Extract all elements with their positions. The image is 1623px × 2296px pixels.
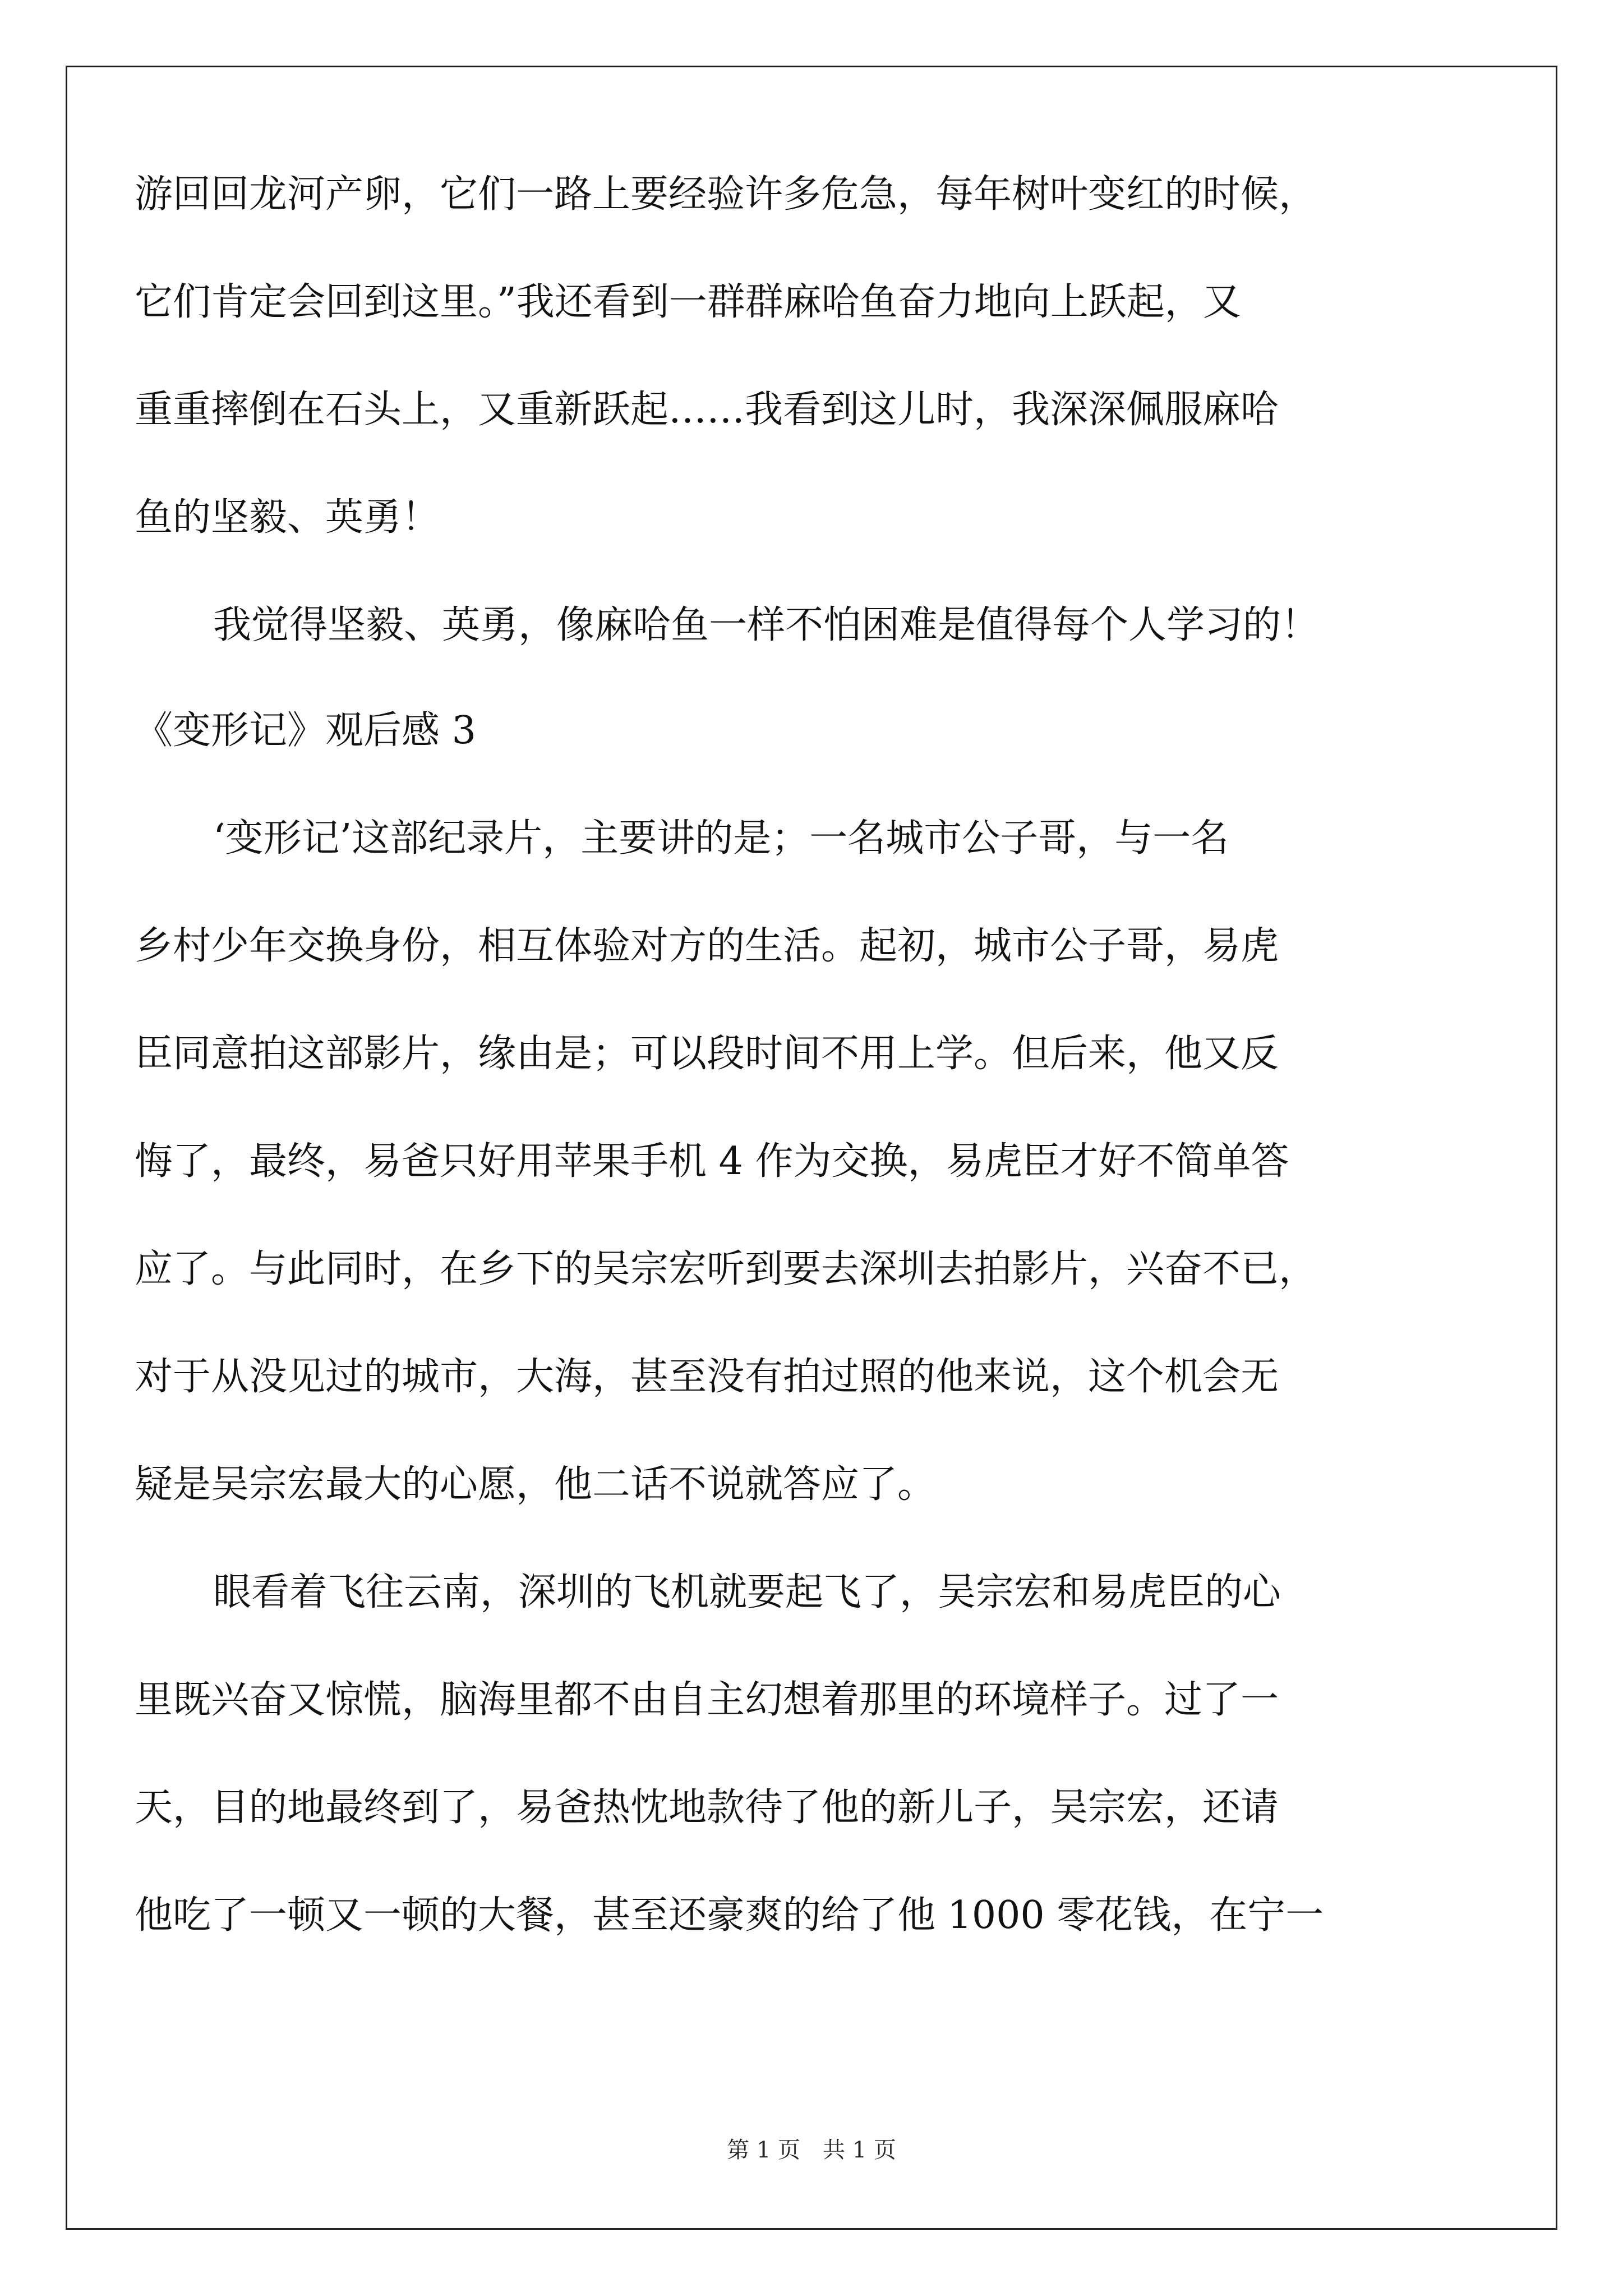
text-line: 悔了，最终，易爸只好用苹果手机 4 作为交换，易虎臣才好不简单答	[135, 1139, 1289, 1184]
text-line: 重重摔倒在石头上，又重新跃起……我看到这儿时，我深深佩服麻哈	[135, 388, 1279, 432]
text-line: 他吃了一顿又一顿的大餐，甚至还豪爽的给了他 1000 零花钱，在宁一	[135, 1893, 1324, 1938]
section-heading: 《变形记》观后感 3	[135, 708, 476, 753]
text-line: 臣同意拍这部影片，缘由是；可以段时间不用上学。但后来，他又反	[135, 1032, 1279, 1076]
text-line: 应了。与此同时，在乡下的吴宗宏听到要去深圳去拍影片，兴奋不已，	[135, 1247, 1317, 1291]
text-line: 疑是吴宗宏最大的心愿，他二话不说就答应了。	[135, 1462, 936, 1507]
paragraph-line: ‘变形记’这部纪录片，主要讲的是；一名城市公子哥，与一名	[213, 816, 1229, 861]
text-line: 乡村少年交换身份，相互体验对方的生活。起初，城市公子哥，易虎	[135, 924, 1279, 968]
text-line: 游回回龙河产卵，它们一路上要经验许多危急，每年树叶变红的时候，	[135, 172, 1317, 217]
text-line: 它们肯定会回到这里。”我还看到一群群麻哈鱼奋力地向上跃起，又	[135, 280, 1241, 324]
text-line: 里既兴奋又惊慌，脑海里都不由自主幻想着那里的环境样子。过了一	[135, 1678, 1279, 1722]
text-line: 对于从没见过的城市，大海，甚至没有拍过照的他来说，这个机会无	[135, 1355, 1279, 1399]
text-line: 天，目的地最终到了，易爸热忱地款待了他的新儿子，吴宗宏，还请	[135, 1786, 1279, 1830]
page-footer: 第 1 页 共 1 页	[727, 2137, 896, 2163]
paragraph-line: 我觉得坚毅、英勇，像麻哈鱼一样不怕困难是值得每个人学习的！	[213, 603, 1320, 647]
document-body	[135, 168, 1458, 1997]
text-line: 鱼的坚毅、英勇！	[135, 495, 440, 540]
paragraph-line: 眼看着飞往云南，深圳的飞机就要起飞了，吴宗宏和易虎臣的心	[213, 1570, 1281, 1614]
